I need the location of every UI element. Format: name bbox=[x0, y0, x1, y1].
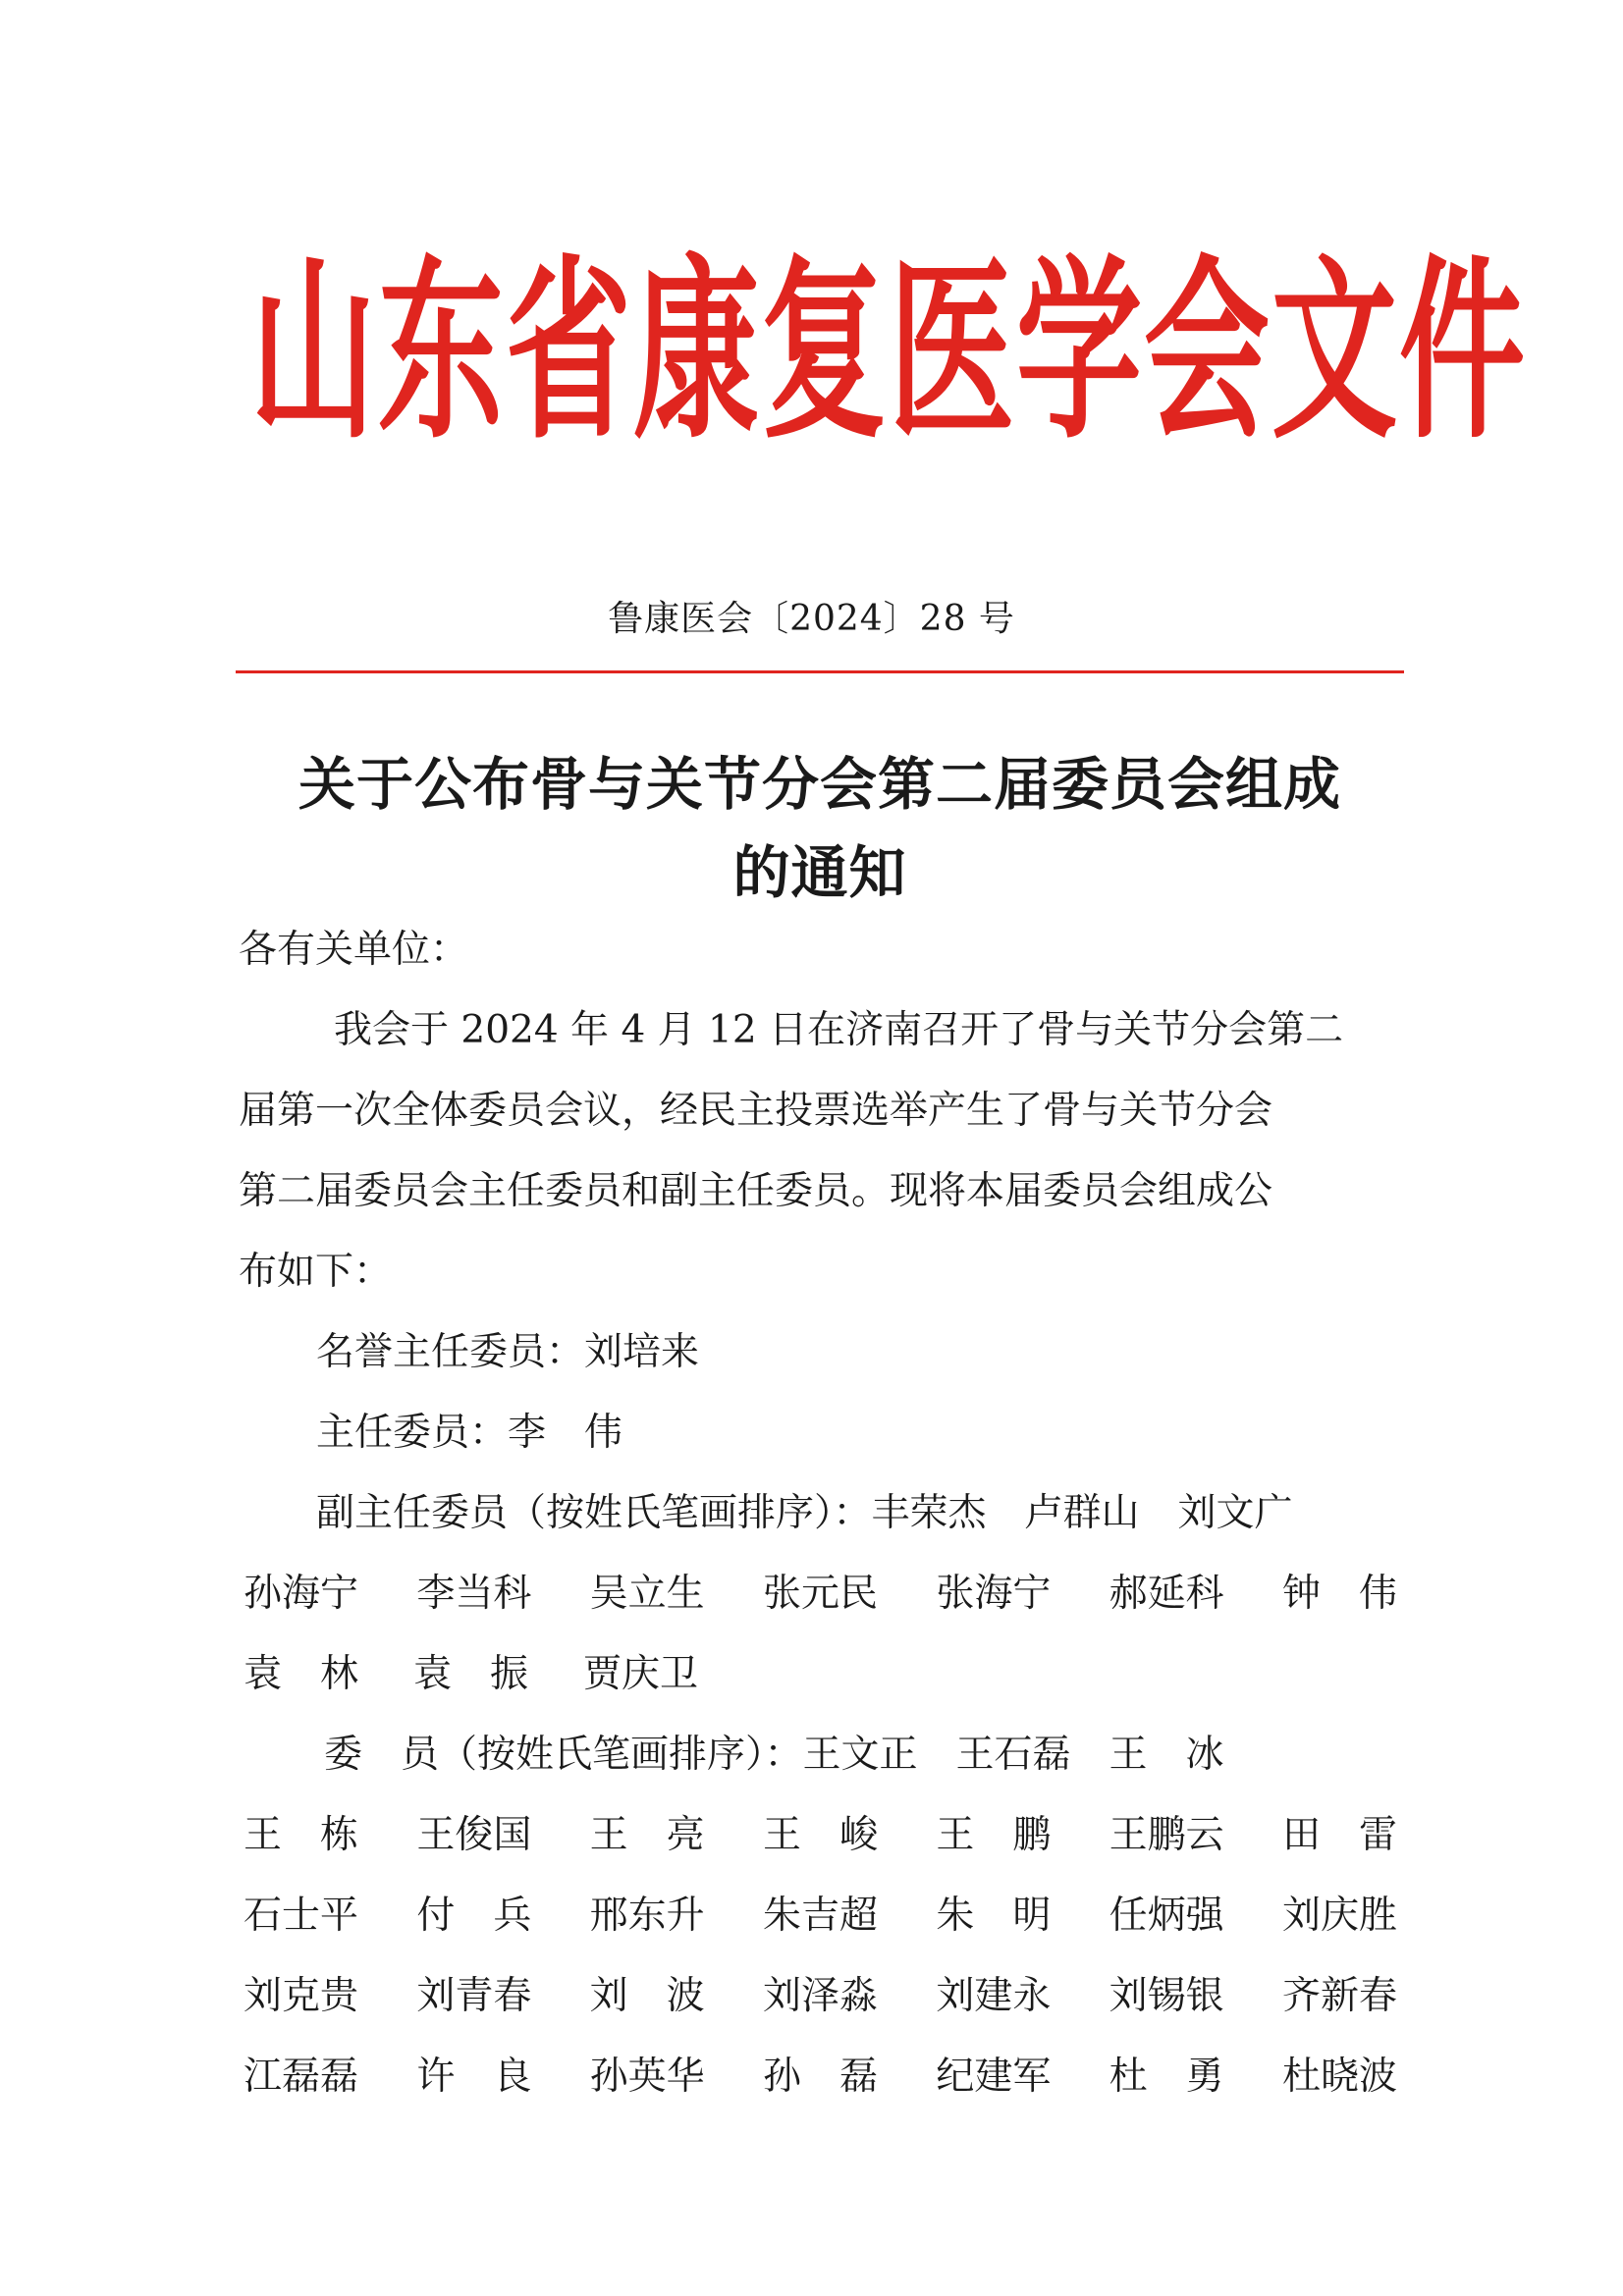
vice-chairs-row-1 bbox=[243, 1572, 1397, 1616]
vice-chairs-lead: 副主任委员（按姓氏笔画排序）：丰荣杰 卢群山 刘文广 bbox=[316, 1491, 1293, 1535]
notice-title-line-1: 关于公布骨与关节分会第二届委员会组成 bbox=[298, 751, 1341, 818]
name-item: 孙英华 bbox=[589, 2055, 705, 2099]
name-item: 田 雷 bbox=[1281, 1813, 1397, 1857]
name-item: 刘克贵 bbox=[243, 1974, 359, 2018]
name-item: 任炳强 bbox=[1109, 1894, 1224, 1938]
name-item: 王 亮 bbox=[589, 1813, 705, 1857]
name-item: 王鹏云 bbox=[1109, 1813, 1224, 1857]
name-item: 刘庆胜 bbox=[1281, 1894, 1397, 1938]
name-item: 张元民 bbox=[762, 1572, 878, 1616]
name-item: 王 峻 bbox=[762, 1813, 878, 1857]
name-item: 石士平 bbox=[243, 1894, 359, 1938]
masthead-title: 山东省康复医学会文件 bbox=[250, 239, 1528, 466]
name-item: 王俊国 bbox=[416, 1813, 532, 1857]
name-item: 刘青春 bbox=[416, 1974, 532, 2018]
name-item: 郝延科 bbox=[1109, 1572, 1224, 1616]
name-item: 李当科 bbox=[416, 1572, 532, 1616]
name-item: 刘锡银 bbox=[1109, 1974, 1224, 2018]
name-item: 邢东升 bbox=[589, 1894, 705, 1938]
document-number: 鲁康医会〔2024〕28 号 bbox=[608, 599, 1015, 639]
name-item: 杜晓波 bbox=[1281, 2055, 1397, 2099]
members-row-1 bbox=[243, 1813, 1397, 1857]
name-item: 齐新春 bbox=[1281, 1974, 1397, 2018]
red-divider bbox=[236, 670, 1404, 673]
name-item: 孙 磊 bbox=[762, 2055, 878, 2099]
members-lead: 委 员（按姓氏笔画排序）：王文正 王石磊 王 冰 bbox=[324, 1733, 1224, 1777]
paragraph-line-2: 届第一次全体委员会议，经民主投票选举产生了骨与关节分会 bbox=[239, 1089, 1273, 1133]
name-item: 张海宁 bbox=[936, 1572, 1052, 1616]
name-item: 纪建军 bbox=[936, 2055, 1052, 2099]
paragraph-line-3: 第二届委员会主任委员和副主任委员。现将本届委员会组成公 bbox=[239, 1169, 1273, 1213]
name-item: 付 兵 bbox=[416, 1894, 532, 1938]
paragraph-line-4: 布如下： bbox=[239, 1250, 393, 1294]
name-item: 王 鹏 bbox=[936, 1813, 1052, 1857]
name-item: 刘 波 bbox=[589, 1974, 705, 2018]
vice-chairs-row-2 bbox=[243, 1652, 699, 1696]
honorary-chair: 名誉主任委员：刘培来 bbox=[316, 1330, 700, 1374]
name-item: 钟 伟 bbox=[1281, 1572, 1397, 1616]
name-item: 杜 勇 bbox=[1109, 2055, 1224, 2099]
name-item: 袁 振 bbox=[413, 1652, 529, 1696]
name-item: 贾庆卫 bbox=[583, 1652, 699, 1696]
name-item: 朱吉超 bbox=[762, 1894, 878, 1938]
members-row-2 bbox=[243, 1894, 1397, 1938]
chair: 主任委员：李 伟 bbox=[316, 1411, 623, 1455]
name-item: 孙海宁 bbox=[243, 1572, 359, 1616]
name-item: 袁 林 bbox=[243, 1652, 359, 1696]
name-item: 许 良 bbox=[416, 2055, 532, 2099]
name-item: 江磊磊 bbox=[243, 2055, 359, 2099]
name-item: 吴立生 bbox=[589, 1572, 705, 1616]
paragraph-line-1: 我会于 2024 年 4 月 12 日在济南召开了骨与关节分会第二 bbox=[334, 1008, 1344, 1052]
members-row-4 bbox=[243, 2055, 1397, 2099]
salutation: 各有关单位： bbox=[239, 928, 469, 972]
members-row-3 bbox=[243, 1974, 1397, 2018]
name-item: 刘建永 bbox=[936, 1974, 1052, 2018]
name-item: 刘泽淼 bbox=[762, 1974, 878, 2018]
name-item: 王 栋 bbox=[243, 1813, 359, 1857]
name-item: 朱 明 bbox=[936, 1894, 1052, 1938]
notice-title-line-2: 的通知 bbox=[732, 839, 907, 906]
